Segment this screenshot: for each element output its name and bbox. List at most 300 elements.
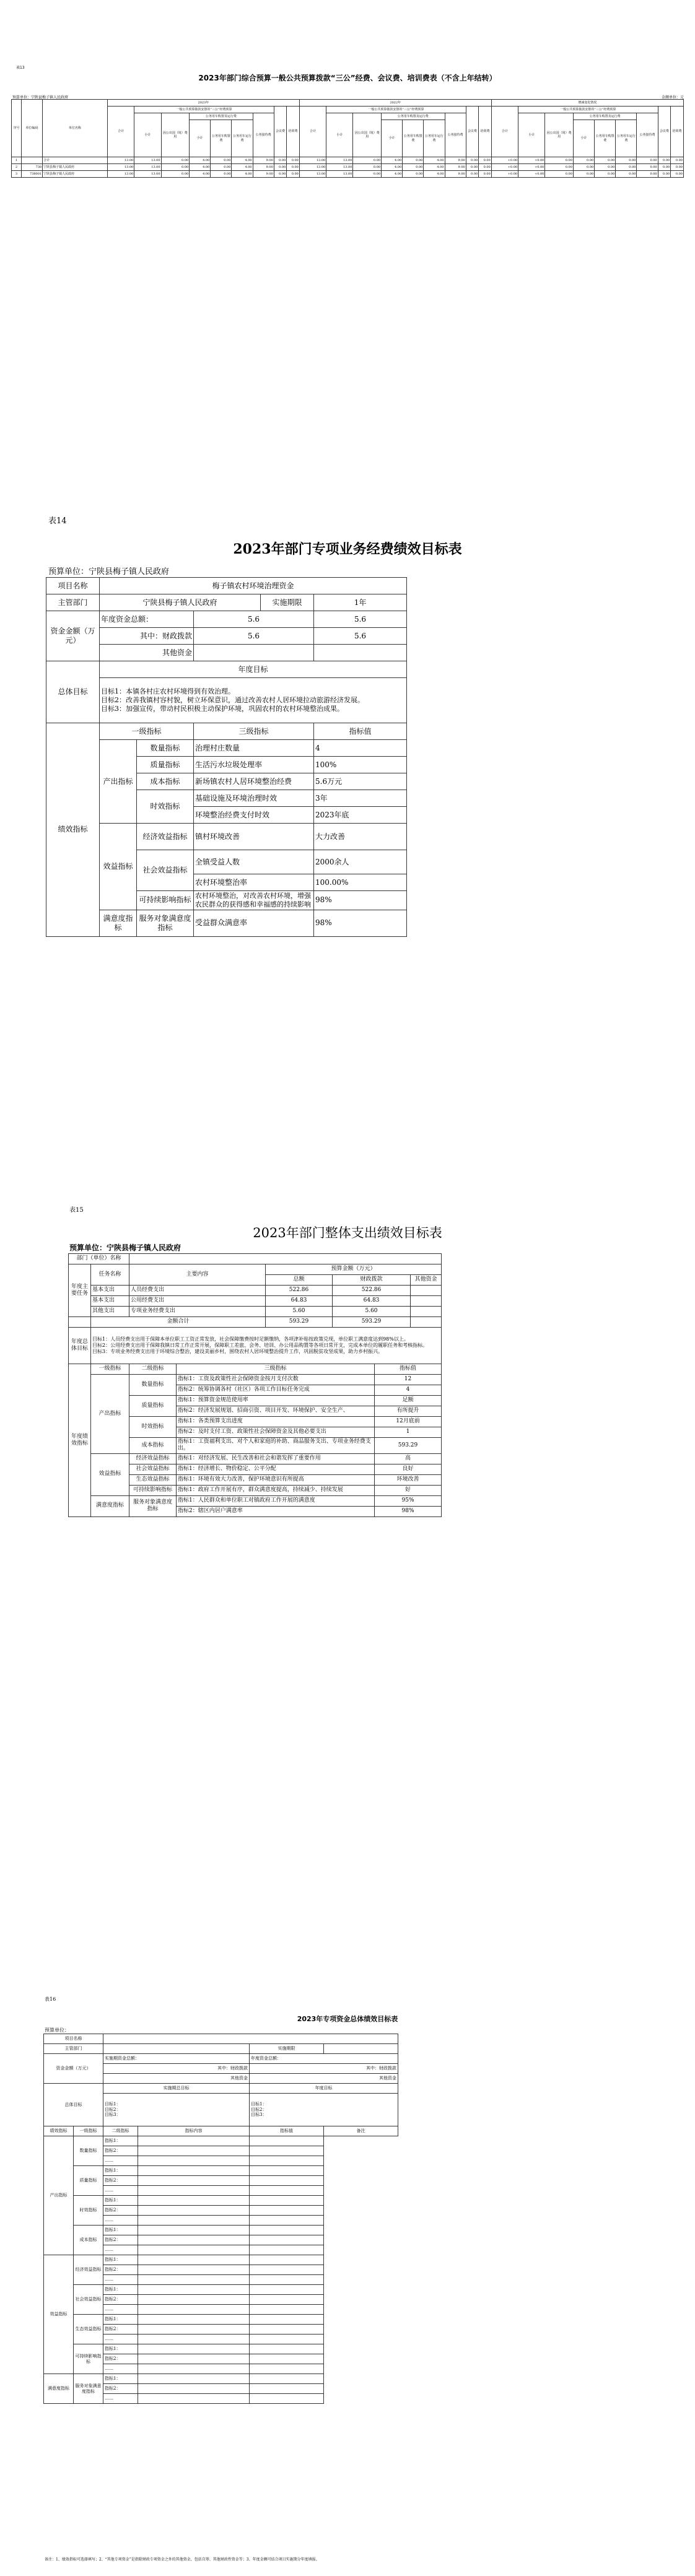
table-cell: 2 xyxy=(12,164,22,171)
indicator-content: 指标2： xyxy=(103,2176,138,2186)
sum-fin: 593.29 xyxy=(333,1317,411,1328)
table-cell: 13.00 xyxy=(107,157,134,164)
group-2022: 2022年 xyxy=(299,100,491,107)
indicator-value xyxy=(138,2176,250,2186)
task-head: 任务名称 xyxy=(91,1264,129,1286)
table-cell: 4.00 xyxy=(232,171,253,178)
table-cell: 738 xyxy=(21,164,42,171)
fund-row-value: 5.6 xyxy=(314,628,407,645)
table-row xyxy=(12,171,684,178)
table-cell: 0.00 xyxy=(353,164,382,171)
table-cell: 0.00 xyxy=(637,164,658,171)
table-cell: 0.00 xyxy=(658,164,671,171)
indicator-content: 指标2： xyxy=(103,2265,138,2275)
indicator-value xyxy=(138,2315,250,2325)
indicator-value xyxy=(138,2166,250,2176)
l1-cell: 效益指标 xyxy=(44,2255,74,2374)
indicator-content: 指标2： xyxy=(103,2325,138,2334)
col-subtotal: 小计 xyxy=(326,113,353,157)
table-cell: 0.00 xyxy=(637,171,658,178)
l3: 指标1：对经济发展、民生改善和社会和谐发挥了重要作用 xyxy=(177,1453,375,1464)
period-value xyxy=(324,2044,398,2054)
indicator-row xyxy=(44,2196,398,2206)
dept: 宁陕县梅子镇人民政府 xyxy=(100,594,261,611)
goal-label: 总体目标 xyxy=(46,661,100,723)
l1-satisfaction: 满意度指标 xyxy=(91,1495,129,1516)
l2: 经济效益指标 xyxy=(137,824,194,850)
col-meeting: 会议费 xyxy=(274,107,287,157)
value: 98% xyxy=(375,1506,442,1516)
period-total-label: 实施期资金总额： xyxy=(103,2054,250,2064)
table13-amount-unit: 金额单位：元 xyxy=(661,95,684,100)
sum-other xyxy=(411,1317,442,1328)
goal-item: 目标1： xyxy=(251,2101,267,2107)
goal-text xyxy=(91,1328,442,1364)
l3: 生活污水垃圾处理率 xyxy=(194,757,314,773)
l2: 经济效益指标 xyxy=(129,1453,177,1464)
table13 xyxy=(11,99,684,178)
dept-value xyxy=(103,2044,250,2054)
indicator-value xyxy=(138,2364,250,2374)
table-cell: 4.00 xyxy=(382,164,403,171)
table-cell: 13.00 xyxy=(107,171,134,178)
table-cell: 0.00 xyxy=(287,157,300,164)
year-fin-label: 其中：财政拨款 xyxy=(250,2064,398,2074)
table-cell: 0.00 xyxy=(616,171,637,178)
goal-period-head: 实施期总目标 xyxy=(103,2084,250,2094)
indicator-row xyxy=(44,2315,398,2325)
l3: 农村环境整治，对改善农村环境，增强农民群众的获得感和幸福感的持续影响 xyxy=(194,891,314,910)
value: 2023年底 xyxy=(314,807,407,824)
table-cell: 9.00 xyxy=(445,164,466,171)
fund-row-value: 5.6 xyxy=(314,611,407,628)
h2: 二级指标 xyxy=(103,2126,138,2136)
indicator-note xyxy=(250,2255,324,2265)
indicator-content: …… xyxy=(103,2334,138,2344)
indicator-content: …… xyxy=(103,2394,138,2404)
indicator-note xyxy=(250,2156,324,2166)
dept-label: 主管部门 xyxy=(44,2044,103,2054)
table-cell: +0.00 xyxy=(518,164,545,171)
value: 足额 xyxy=(375,1396,442,1406)
task-name: 其他支出 xyxy=(91,1307,129,1317)
fin-head: 财政拨款 xyxy=(333,1275,411,1286)
table-cell: 4.00 xyxy=(382,157,403,164)
l2: 社会效益指标 xyxy=(129,1464,177,1474)
goal-line: 目标2：公用经费支出用于保障我镇日常工作正常开展，保障职工差旅、会务、培训、办公用品购置等各项日常开支，完成本单位的履职任务和考核指标。 xyxy=(92,1342,428,1348)
table-cell: 13.00 xyxy=(299,171,326,178)
table-cell: +0.00 xyxy=(518,171,545,178)
indicator-value xyxy=(138,2354,250,2364)
col-vehicle-subtotal: 小计 xyxy=(190,120,211,157)
table-cell: 0.00 xyxy=(403,157,424,164)
indicator-content: 指标2： xyxy=(103,2354,138,2364)
indicator-value xyxy=(138,2226,250,2235)
table-cell: 0.00 xyxy=(479,171,492,178)
table-cell: 3 xyxy=(12,171,22,178)
l3: 指标2：及时支付工资、政策性社会保障资金及其他必要支出 xyxy=(177,1427,375,1438)
task-other xyxy=(411,1286,442,1296)
table-cell: 0.00 xyxy=(545,164,574,171)
indicator-note xyxy=(250,2285,324,2295)
table15-title: 2023年部门整体支出绩效目标表 xyxy=(253,1225,442,1240)
table-cell: 4.00 xyxy=(424,157,445,164)
perf-label: 年度绩效指标 xyxy=(69,1364,91,1517)
indicator-value xyxy=(138,2384,250,2394)
indicator-value xyxy=(138,2265,250,2275)
fund-row-value: 5.6 xyxy=(194,628,314,645)
task-name: 基本支出 xyxy=(91,1286,129,1296)
table13-unit: 预算单位：宁陕县梅子镇人民政府 xyxy=(12,95,69,100)
table-cell: 0.00 xyxy=(616,157,637,164)
indicator-value xyxy=(138,2206,250,2216)
l2: 质量指标 xyxy=(137,757,194,773)
value: 98% xyxy=(314,891,407,910)
l2-cell: 社会效益指标 xyxy=(74,2285,103,2315)
col-vehicle: 公务用车购置及运行费 xyxy=(382,113,445,120)
indicator-value xyxy=(138,2235,250,2245)
indicator-note xyxy=(250,2364,324,2374)
task-label: 年度主要任务 xyxy=(69,1264,91,1317)
value: 3年 xyxy=(314,790,407,807)
col-code: 单位编码 xyxy=(21,100,42,157)
value: 12 xyxy=(375,1375,442,1385)
l3: 镇村环境改善 xyxy=(194,824,314,850)
goal-line: 目标3：专项业务经费支出用于环境综合整治，建设美丽乡村，围绕农村人居环境整治提升工作，巩固脱贫攻坚成果，助力乡村振兴。 xyxy=(92,1349,383,1354)
table-cell: 0.00 xyxy=(211,164,232,171)
table-cell: 13.00 xyxy=(326,171,353,178)
indicator-content: …… xyxy=(103,2364,138,2374)
table14 xyxy=(46,577,407,937)
table-cell: 13.00 xyxy=(299,157,326,164)
indicator-value xyxy=(138,2295,250,2305)
indicator-content: …… xyxy=(103,2275,138,2285)
value: 高 xyxy=(375,1453,442,1464)
goal-label: 年度总体目标 xyxy=(69,1328,91,1364)
value: 100% xyxy=(314,757,407,773)
h4: 指标值 xyxy=(250,2126,324,2136)
table-cell: 0.00 xyxy=(403,171,424,178)
table-cell: +0.00 xyxy=(491,171,518,178)
indicator-note xyxy=(250,2206,324,2216)
sum-blank xyxy=(69,1317,91,1328)
indicator-content: 指标2： xyxy=(103,2295,138,2305)
l3: 指标1：预算资金规范使用率 xyxy=(177,1396,375,1406)
project-value xyxy=(103,2034,398,2044)
col-reception: 公务接待费 xyxy=(445,113,466,157)
goal-item: 目标3： xyxy=(251,2112,267,2118)
year-other-label: 其他资金 xyxy=(250,2074,398,2084)
l3: 治理村庄数量 xyxy=(194,740,314,757)
l3: 指标1：政府工作开展有序，群众满意度提高，持续减少、持续发展 xyxy=(177,1485,375,1495)
l3: 指标2：经济发展规划、招商引资、项目开发、环境保护、安全生产、 xyxy=(177,1406,375,1417)
sub-header-2023: 一般公共预算拨款安排的“三公”经费预算 xyxy=(134,107,274,113)
table-cell: 0.00 xyxy=(573,171,594,178)
indicator-value xyxy=(138,2255,250,2265)
goal-year-head: 年度目标 xyxy=(250,2084,398,2094)
h2: 二级指标 xyxy=(129,1364,177,1375)
table-cell: 13.00 xyxy=(299,164,326,171)
table-cell: 合计 xyxy=(43,157,108,164)
col-vehicle: 公务用车购置及运行费 xyxy=(190,113,253,120)
table-cell: 9.00 xyxy=(253,157,274,164)
indicator-content: …… xyxy=(103,2305,138,2315)
task-total: 5.60 xyxy=(266,1307,333,1317)
indicator-value xyxy=(138,2196,250,2206)
perf-label: 绩效指标 xyxy=(46,723,100,937)
indicator-note xyxy=(250,2354,324,2364)
indicator-row xyxy=(44,2255,398,2265)
table-cell: 0.00 xyxy=(658,157,671,164)
col-vehicle-run: 公务用车运行费 xyxy=(232,120,253,157)
indicator-note xyxy=(250,2176,324,2186)
value: 有所提升 xyxy=(375,1406,442,1417)
l3: 全镇受益人数 xyxy=(194,850,314,874)
col-abroad: 因公出国（境）费用 xyxy=(161,113,190,157)
indicator-value xyxy=(138,2146,250,2156)
l3: 基础设施及环境治理时效 xyxy=(194,790,314,807)
col-reception: 公务接待费 xyxy=(637,113,658,157)
l2: 服务对象满意度指标 xyxy=(129,1495,177,1516)
table-cell: 0.00 xyxy=(545,171,574,178)
table16 xyxy=(43,2034,398,2404)
col-subtotal: 小计 xyxy=(518,113,545,157)
table-cell: 0.00 xyxy=(573,164,594,171)
dept-label: 部门（单位）名称 xyxy=(69,1254,129,1264)
indicator-note xyxy=(250,2384,324,2394)
h4: 指标值 xyxy=(375,1364,442,1375)
table-cell: 0.00 xyxy=(658,171,671,178)
l3: 新场镇农村人居环境整治经费 xyxy=(194,773,314,790)
indicator-value xyxy=(138,2334,250,2344)
l1-benefit: 效益指标 xyxy=(91,1453,129,1495)
table13-title: 2023年部门综合预算一般公共预算拨款“三公”经费、会议费、培训费表（不含上年结转） xyxy=(198,74,497,82)
l3: 指标1：人民群众和单位职工对镇政府工作开展的满意度 xyxy=(177,1495,375,1506)
task-name: 基本支出 xyxy=(91,1296,129,1307)
table-cell: 13.00 xyxy=(326,157,353,164)
l2: 成本指标 xyxy=(137,773,194,790)
l3: 指标1：工资福利支出、对个人和家庭的补助、商品服务支出、专项业务经费支出。 xyxy=(177,1438,375,1454)
table-cell: 4.00 xyxy=(232,164,253,171)
table-cell: 0.00 xyxy=(466,157,479,164)
table-cell: +0.00 xyxy=(491,164,518,171)
col-vehicle-subtotal: 小计 xyxy=(382,120,403,157)
col-training: 培训费 xyxy=(287,107,300,157)
l1-output: 产出指标 xyxy=(100,740,137,824)
table16-unit: 预算单位： xyxy=(45,2027,69,2033)
table-cell: 0.00 xyxy=(161,164,190,171)
value: 100.00% xyxy=(314,874,407,891)
goal-line: 目标1：本镇各村庄农村环境得到有效治理。 xyxy=(101,687,235,696)
table-cell: 9.00 xyxy=(445,171,466,178)
task-fin: 5.60 xyxy=(333,1307,411,1317)
l2: 生态效益指标 xyxy=(129,1474,177,1485)
fund-row-value: 5.6 xyxy=(194,611,314,628)
table-cell: 0.00 xyxy=(287,164,300,171)
table14-unit: 预算单位：宁陕县梅子镇人民政府 xyxy=(48,567,170,577)
table-cell: 0.00 xyxy=(161,157,190,164)
indicator-note xyxy=(250,2344,324,2354)
indicator-content: 指标1： xyxy=(103,2285,138,2295)
indicator-note xyxy=(250,2265,324,2275)
col-vehicle: 公务用车购置及运行费 xyxy=(573,113,637,120)
group-2023: 2023年 xyxy=(107,100,299,107)
table-cell: 0.00 xyxy=(274,171,287,178)
table-cell: 0.00 xyxy=(479,164,492,171)
table-cell: +0.00 xyxy=(491,157,518,164)
table-cell: 0.00 xyxy=(573,157,594,164)
l3: 指标1：经济增长、物价稳定、公平分配 xyxy=(177,1464,375,1474)
indicator-note xyxy=(250,2196,324,2206)
l2: 成本指标 xyxy=(129,1438,177,1454)
project-name: 梅子镇农村环境治理资金 xyxy=(100,578,407,594)
indicator-content: 指标1： xyxy=(103,2196,138,2206)
table-cell: 9.00 xyxy=(253,164,274,171)
goal-line: 目标1：人员经费支出用于保障本单位职工工资正常发放，社会保障缴费按时足额缴纳，各项津补贴按政策兑现，单位职工满意度达到98%以上。 xyxy=(92,1336,409,1342)
col-abroad: 因公出国（境）费用 xyxy=(353,113,382,157)
l2: 数量指标 xyxy=(137,740,194,757)
h5: 备注 xyxy=(324,2126,398,2136)
l1-cell: 满意度指标 xyxy=(44,2374,74,2404)
indicator-content: 指标1： xyxy=(103,2136,138,2146)
table-cell: 0.00 xyxy=(161,171,190,178)
indicator-row xyxy=(44,2166,398,2176)
col-vehicle-run: 公务用车运行费 xyxy=(616,120,637,157)
col-subtotal: 小计 xyxy=(134,113,161,157)
table-cell: 0.00 xyxy=(479,157,492,164)
sum-total: 593.29 xyxy=(266,1317,333,1328)
table-cell: +0.00 xyxy=(518,157,545,164)
goal-year-text xyxy=(250,2094,398,2126)
indicator-value xyxy=(138,2275,250,2285)
task-other xyxy=(411,1307,442,1317)
table-cell: 0.00 xyxy=(274,157,287,164)
indicator-note xyxy=(250,2305,324,2315)
period-other-label: 其他资金 xyxy=(103,2074,250,2084)
indicator-note xyxy=(250,2295,324,2305)
table-cell: 0.00 xyxy=(211,157,232,164)
table-cell: 4.00 xyxy=(190,164,211,171)
col-seq: 序号 xyxy=(12,100,22,157)
col-name: 单位名称 xyxy=(43,100,108,157)
budget-head: 预算金额（万元） xyxy=(266,1264,442,1275)
value: 4 xyxy=(375,1385,442,1396)
l2-cell: 数量指标 xyxy=(74,2136,103,2166)
l3: 环境整治经费支付时效 xyxy=(194,807,314,824)
dept-label: 主管部门 xyxy=(46,594,100,611)
l2-cell: 质量指标 xyxy=(74,2166,103,2196)
project-label: 项目名称 xyxy=(44,2034,103,2044)
fund-row-value xyxy=(314,645,407,661)
indicator-note xyxy=(250,2334,324,2344)
table16-note: 备注：1、绩效指标可选择填写；2、“其他专项资金”是指除财政专项资金之外的其他资金，包括自筹、其他财政性资金等；3、年度金额可结合项目实施期分年度填报。 xyxy=(45,2557,320,2562)
table-row xyxy=(12,157,684,164)
table-cell: 1 xyxy=(12,157,22,164)
task-other xyxy=(411,1296,442,1307)
indicator-value xyxy=(138,2136,250,2146)
value: 95% xyxy=(375,1495,442,1506)
goal-item: 目标2： xyxy=(251,2107,267,2112)
indicator-value xyxy=(138,2305,250,2315)
indicator-content: 指标1： xyxy=(103,2374,138,2384)
l2: 质量指标 xyxy=(129,1396,177,1417)
l3: 指标2：统筹协调各村（社区）各项工作目标任务完成 xyxy=(177,1385,375,1396)
indicator-row xyxy=(44,2344,398,2354)
value: 1 xyxy=(375,1427,442,1438)
indicator-content: …… xyxy=(103,2156,138,2166)
table-cell: 0.00 xyxy=(211,171,232,178)
content-head: 主要内容 xyxy=(129,1264,266,1286)
l2: 时效指标 xyxy=(129,1417,177,1438)
table-cell: 0.00 xyxy=(616,164,637,171)
indicator-row xyxy=(44,2374,398,2384)
indicator-content: …… xyxy=(103,2186,138,2196)
col-vehicle-run: 公务用车运行费 xyxy=(424,120,445,157)
task-content: 公用经费支出 xyxy=(129,1296,266,1307)
indicator-value xyxy=(138,2325,250,2334)
value: 98% xyxy=(314,910,407,936)
fund-row-label: 年度资金总额： xyxy=(100,611,194,628)
total-head: 总额 xyxy=(266,1275,333,1286)
indicator-value xyxy=(138,2245,250,2255)
table-cell: 宁陕县梅子镇人民政府 xyxy=(43,164,108,171)
table-cell: 13.00 xyxy=(134,164,161,171)
goal-item: 目标1： xyxy=(105,2101,121,2107)
goal-line: 目标2：改善我镇村容村貌，树立环保意识，通过改善农村人居环境拉动旅游经济发展。 xyxy=(101,696,364,705)
fund-row-label: 其中：财政拨款 xyxy=(100,628,194,645)
indicator-content: 指标1： xyxy=(103,2344,138,2354)
value: 593.29 xyxy=(375,1438,442,1454)
table15-label: 表15 xyxy=(69,1207,84,1214)
table-cell: 4.00 xyxy=(190,157,211,164)
table-cell: 738001 xyxy=(21,171,42,178)
l2: 数量指标 xyxy=(129,1375,177,1396)
task-fin: 64.83 xyxy=(333,1296,411,1307)
l2-cell: 成本指标 xyxy=(74,2226,103,2255)
indicator-value xyxy=(138,2186,250,2196)
sub-header-change: 一般公共预算拨款安排的“三公”经费预算 xyxy=(518,107,658,113)
value: 环境改善 xyxy=(375,1474,442,1485)
table-cell: 4.00 xyxy=(382,171,403,178)
col-total: 合计 xyxy=(107,107,134,157)
period-label: 实施期限 xyxy=(250,2044,324,2054)
table16-label: 表16 xyxy=(45,1996,56,2002)
col-abroad: 因公出国（境）费用 xyxy=(545,113,574,157)
col-total: 合计 xyxy=(491,107,518,157)
table-cell: 0.00 xyxy=(595,164,616,171)
table-cell: 0.00 xyxy=(403,164,424,171)
indicator-note xyxy=(250,2166,324,2176)
table-cell: 0.00 xyxy=(274,164,287,171)
l1-cell: 产出指标 xyxy=(44,2136,74,2255)
indicator-value xyxy=(138,2285,250,2295)
indicator-value xyxy=(138,2156,250,2166)
indicator-content: 指标1： xyxy=(103,2315,138,2325)
period-fin-label: 其中：财政拨款 xyxy=(103,2064,250,2074)
period: 1年 xyxy=(314,594,407,611)
l2-cell: 经济效益指标 xyxy=(74,2255,103,2285)
indicator-note xyxy=(250,2394,324,2404)
indicator-value xyxy=(138,2394,250,2404)
table14-label: 表14 xyxy=(48,516,67,526)
table-cell: 4.00 xyxy=(424,171,445,178)
l3: 指标2：辖区内居户满意率 xyxy=(177,1506,375,1516)
indicator-value xyxy=(138,2216,250,2226)
table15 xyxy=(68,1253,442,1517)
table-cell: 0.00 xyxy=(353,171,382,178)
l3: 指标1：环境有效大力改善，保护环境意识有所提高 xyxy=(177,1474,375,1485)
l3: 指标1：各类预算支出进度 xyxy=(177,1417,375,1427)
